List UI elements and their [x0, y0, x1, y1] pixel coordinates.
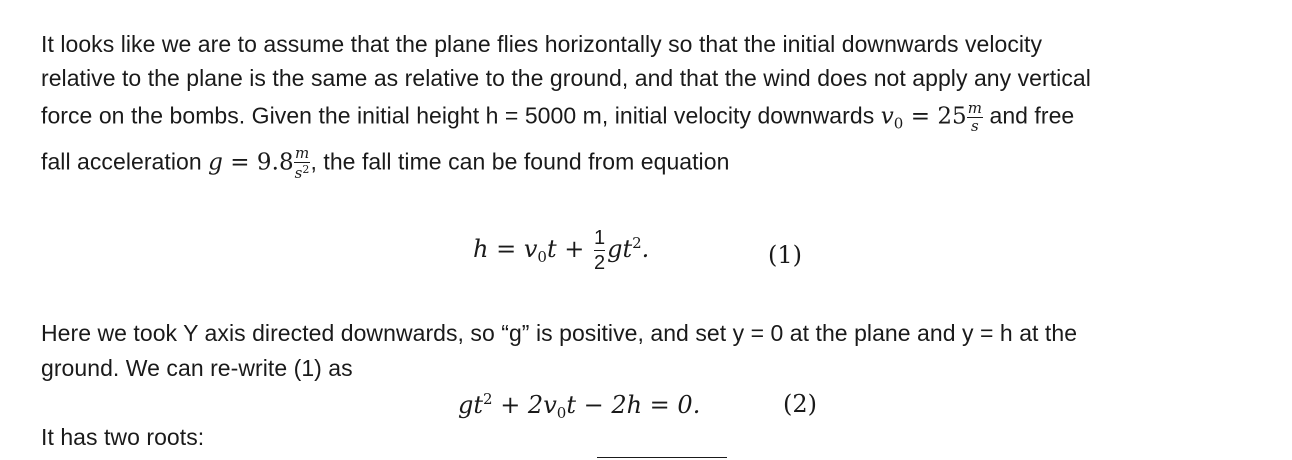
- equation-2-part-a: gt: [458, 391, 484, 419]
- velocity-unit-fraction: [967, 101, 983, 134]
- equation-1-subscript: 0: [537, 248, 547, 266]
- equation-2-superscript: 2: [483, 390, 493, 408]
- equation-1: [473, 228, 649, 273]
- equation-2-part-c: t − 2h = 0.: [566, 391, 701, 419]
- paragraph-1-line-4: [41, 146, 729, 181]
- equation-2: [458, 390, 700, 422]
- initial-velocity-symbol: v: [880, 103, 894, 130]
- paragraph-1-line-3-text-a: force on the bombs. Given the initial height h = 5000 m, initial velocity downwards: [41, 102, 881, 129]
- equation-1-end: .: [641, 235, 650, 263]
- paragraph-1-line-3: [41, 101, 1074, 138]
- gravity-value: = 9.8: [222, 149, 294, 176]
- paragraph-1-line-4-text-b: the fall time can be found from equation: [316, 148, 730, 175]
- paragraph-1-line-2: relative to the plane is the same as relative to the ground, and that the wind does not apply any vertical: [41, 65, 1091, 91]
- velocity-unit-denominator: s: [971, 117, 979, 135]
- equation-1-lhs: h = v: [473, 235, 538, 263]
- paragraph-2-line-1: Here we took Y axis directed downwards, so “g” is positive, and set y = 0 at the plane and y = h at the: [41, 320, 1078, 346]
- acceleration-unit-numerator: m: [294, 144, 310, 162]
- acceleration-unit-fraction: [294, 146, 311, 181]
- fraction-bar-fragment: [597, 457, 727, 458]
- paragraph-1-line-3-text-b: and free: [983, 102, 1075, 129]
- paragraph-1-line-4-text-a: fall acceleration: [41, 148, 209, 175]
- initial-velocity-value: = 25: [903, 103, 967, 130]
- gravity-symbol: g: [208, 149, 223, 176]
- equation-1-fraction-denominator: 2: [593, 252, 606, 274]
- paragraph-1-line-4-comma: ,: [310, 148, 317, 175]
- initial-velocity-subscript: 0: [893, 114, 904, 133]
- equation-2-subscript: 0: [556, 404, 567, 422]
- equation-2-number: (2): [783, 390, 817, 418]
- equation-1-mid: t +: [546, 235, 592, 263]
- paragraph-1-line-1: It looks like we are to assume that the plane flies horizontally so that the initial downwards velocity: [41, 31, 1043, 57]
- acceleration-unit-denominator: $s^2$: [294, 163, 310, 182]
- equation-1-superscript: 2: [632, 234, 642, 252]
- paragraph-2-line-2: ground. We can re-write (1) as: [41, 355, 353, 381]
- velocity-unit-numerator: m: [967, 99, 983, 117]
- equation-1-rhs: gt: [607, 235, 633, 263]
- equation-1-number: (1): [768, 241, 802, 269]
- paragraph-3-line-1: It has two roots:: [41, 424, 205, 450]
- equation-1-half-fraction: [594, 228, 605, 273]
- equation-1-fraction-numerator: 1: [593, 227, 606, 249]
- equation-2-part-b: + 2v: [492, 391, 557, 419]
